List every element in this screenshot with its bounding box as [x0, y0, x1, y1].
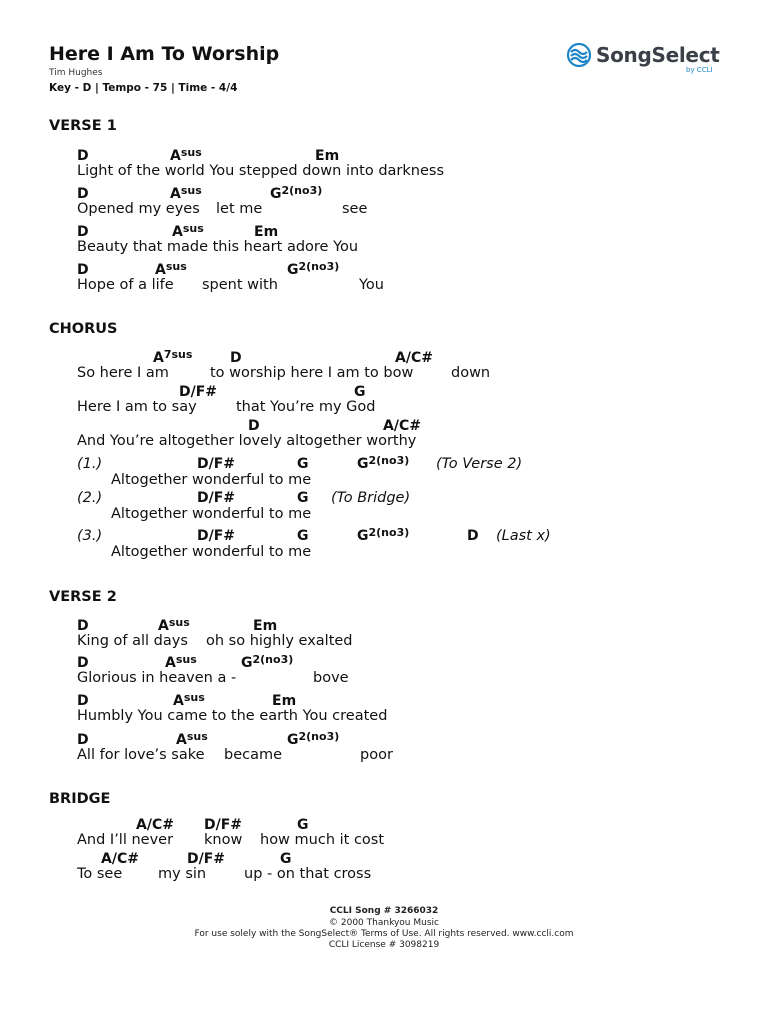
lyric-line: And I’ll never — [77, 832, 174, 848]
chord: $A^{sus}$ — [172, 222, 204, 240]
chord: D/F# — [187, 851, 226, 867]
chord: G — [280, 851, 292, 867]
chord: D/F# — [197, 490, 236, 506]
chord: A/C# — [383, 418, 421, 434]
lyric-line: spent with — [202, 277, 278, 293]
chord: D — [77, 693, 89, 709]
chord: $A^{7sus}$ — [153, 348, 193, 366]
chord: D — [77, 186, 89, 202]
lyric-line: Altogether wonderful to me — [111, 506, 312, 522]
footer-copyright: © 2000 Thankyou Music — [329, 918, 439, 928]
lyric-line: up - on that cross — [244, 866, 372, 882]
lyric-line: bove — [313, 670, 349, 686]
chord: A/C# — [101, 851, 139, 867]
lyric-line: Glorious in heaven a - — [77, 670, 237, 686]
chord: $A^{sus}$ — [176, 730, 208, 748]
chord: $A^{sus}$ — [170, 146, 202, 164]
lyric-line: to worship here I am to bow — [210, 365, 414, 381]
chord: D/F# — [197, 456, 236, 472]
section-verse-1: VERSE 1 — [49, 118, 117, 134]
lyric-line: And You’re altogether lovely altogether worthy — [77, 433, 417, 449]
lyric-line: poor — [360, 747, 393, 763]
chord: D — [248, 418, 260, 434]
section-verse-2: VERSE 2 — [49, 589, 117, 605]
chord: D — [77, 732, 89, 748]
chord: $G^{2(no3)}$ — [287, 730, 340, 748]
chord: Em — [253, 618, 278, 634]
chord: $A^{sus}$ — [155, 260, 187, 278]
chord: G — [354, 384, 366, 400]
footer-song-number: CCLI Song # 3266032 — [329, 906, 439, 916]
lyric-line: Beauty that made this heart adore You — [77, 239, 359, 255]
lyric-line: All for love’s sake — [77, 747, 205, 763]
chord: G — [297, 528, 309, 544]
lyric-line: Humbly You came to the earth You created — [77, 708, 388, 724]
lyric-line: let me — [216, 201, 263, 217]
chord: D — [77, 618, 89, 634]
chord: G — [297, 456, 309, 472]
lyric-line: Altogether wonderful to me — [111, 544, 312, 560]
chord: D — [77, 148, 89, 164]
lyric-line: oh so highly exalted — [206, 633, 353, 649]
ending-marker: (2.) — [77, 490, 103, 506]
chord: G — [297, 817, 309, 833]
lyric-line: know — [204, 832, 243, 848]
lyric-line: down — [451, 365, 491, 381]
lyric-line: Altogether wonderful to me — [111, 472, 312, 488]
lyric-line: Hope of a life — [77, 277, 174, 293]
chord: D/F# — [179, 384, 218, 400]
chord: $G^{2(no3)}$ — [241, 653, 294, 671]
chord: D — [230, 350, 242, 366]
songselect-logo — [566, 42, 726, 78]
chord: $G^{2(no3)}$ — [357, 526, 410, 544]
lyric-line: my sin — [158, 866, 207, 882]
lyric-line: You — [359, 277, 384, 293]
chord: $G^{2(no3)}$ — [270, 184, 323, 202]
lyric-line: how much it cost — [260, 832, 385, 848]
lyric-line: To see — [77, 866, 123, 882]
navigation-cue: (To Verse 2) — [436, 456, 523, 472]
navigation-cue: (Last x) — [496, 528, 551, 544]
lyric-line: Here I am to say — [77, 399, 197, 415]
chord: D/F# — [204, 817, 243, 833]
song-meta: Key - D | Tempo - 75 | Time - 4/4 — [49, 82, 238, 94]
chord: $A^{sus}$ — [170, 184, 202, 202]
section-chorus: CHORUS — [49, 321, 118, 337]
chord: D — [77, 224, 89, 240]
songselect-logo-icon — [566, 42, 592, 68]
chord: $A^{sus}$ — [173, 691, 205, 709]
lyric-line: Light of the world You stepped down into darkness — [77, 163, 445, 179]
chord: D — [467, 528, 479, 544]
chord: A/C# — [136, 817, 174, 833]
section-bridge: BRIDGE — [49, 791, 111, 807]
chord: G — [297, 490, 309, 506]
logo-wordmark: SongSelect — [596, 43, 720, 67]
lyric-line: became — [224, 747, 283, 763]
ending-marker: (1.) — [77, 456, 103, 472]
footer-license: CCLI License # 3098219 — [328, 940, 440, 950]
chord: D — [77, 262, 89, 278]
chord: $G^{2(no3)}$ — [357, 454, 410, 472]
chord: $A^{sus}$ — [158, 616, 190, 634]
footer-terms: For use solely with the SongSelect® Terms of Use. All rights reserved. www.ccli.com — [194, 929, 574, 939]
chord: Em — [254, 224, 279, 240]
lyric-line: that You’re my God — [236, 399, 376, 415]
navigation-cue: (To Bridge) — [331, 490, 411, 506]
chord: $A^{sus}$ — [165, 653, 197, 671]
chord: A/C# — [395, 350, 433, 366]
lyric-line: King of all days — [77, 633, 188, 649]
chord: Em — [272, 693, 297, 709]
lyric-line: Opened my eyes — [77, 201, 200, 217]
lyric-line: see — [342, 201, 368, 217]
lyric-line: So here I am — [77, 365, 169, 381]
song-title: Here I Am To Worship — [49, 43, 280, 65]
logo-subtitle: by CCLI — [686, 66, 713, 74]
song-author: Tim Hughes — [49, 68, 103, 78]
chord: D/F# — [197, 528, 236, 544]
ending-marker: (3.) — [77, 528, 103, 544]
chord: $G^{2(no3)}$ — [287, 260, 340, 278]
chord: Em — [315, 148, 340, 164]
chord: D — [77, 655, 89, 671]
